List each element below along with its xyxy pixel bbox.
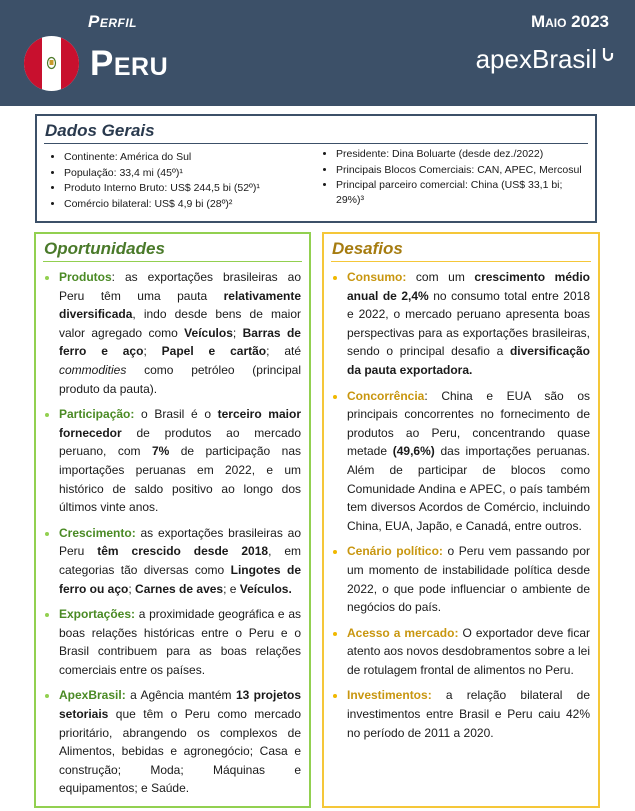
list-item xyxy=(347,387,590,536)
item-emphasis: 7% xyxy=(151,444,170,459)
item-emphasis: Carnes de aves xyxy=(135,581,224,596)
item-keyword: ApexBrasil: xyxy=(59,688,126,703)
item-text: a relação bilateral de investimentos entre Brasil e Peru caiu 42% no período de 2011 a 2020. xyxy=(347,688,590,740)
item-emphasis: Lingotes de ferro ou aço xyxy=(59,562,301,596)
item-text: a Agência mantém xyxy=(125,688,236,703)
fact-populacao: • População: 33,4 mi (45º)¹ xyxy=(64,166,319,181)
item-text: o Brasil é o xyxy=(134,407,218,422)
item-emphasis: Veículos. xyxy=(239,581,292,596)
item-text: ; xyxy=(143,344,162,359)
dados-gerais-title: Dados Gerais xyxy=(45,121,155,140)
list-item xyxy=(347,268,590,380)
fact-continente: • Continente: América do Sul xyxy=(64,150,319,165)
item-keyword: Participação: xyxy=(59,407,135,422)
item-text: das importações peruanas. Além de participar de blocos como Comunidade Andina e APEC, o país também tem diversos Acordos de Comércio, incluindo China, EUA, Japão, e Canadá, entre outros. xyxy=(347,444,591,533)
item-emphasis: Papel e cartão xyxy=(161,344,267,359)
oportunidades-title: Oportunidades xyxy=(44,239,165,258)
item-emphasis: (49,6%) xyxy=(392,444,435,459)
item-keyword: Cenário político: xyxy=(347,544,443,559)
item-emphasis: têm crescido desde 2018 xyxy=(97,544,269,559)
item-emphasis: crescimento médio anual de 2,4% xyxy=(347,270,590,303)
apexbrasil-logo xyxy=(476,44,615,75)
desafios-list xyxy=(329,268,590,749)
list-item xyxy=(59,524,301,598)
peru-flag-icon xyxy=(24,36,79,91)
item-keyword: Produtos xyxy=(59,270,112,284)
item-text: , indo desde bens de maior valor agregado como xyxy=(59,307,301,340)
page-header xyxy=(0,0,635,106)
item-text: o Peru vem passando por um momento de instabilidade política desde 2022, o que pode influenciar o ambiente de negócios do país. xyxy=(347,544,591,615)
item-text: de participação nas importações peruanas em 2022, e um histórico de saldo positivo ao longo dos últimos vinte anos. xyxy=(59,444,302,515)
logo-mark-icon xyxy=(601,46,615,64)
item-keyword: Exportações: xyxy=(59,607,136,622)
profile-label: Perfil xyxy=(88,12,138,31)
item-emphasis: relativamente diversificada xyxy=(59,288,301,322)
desafios-title: Desafios xyxy=(332,239,403,258)
item-emphasis: Veículos xyxy=(184,325,233,340)
item-text: que têm o Peru como mercado prioritário, abrangendo os complexos de Alimentos, bebidas e agronegócio; Casa e construção; Moda; Máquinas e equipamentos; e Saúde. xyxy=(59,707,301,796)
list-item xyxy=(59,268,301,398)
desafios-panel xyxy=(322,232,600,808)
item-text: de produtos ao mercado peruano, com xyxy=(59,425,301,459)
fact-comercio: • Comércio bilateral: US$ 4,9 bi (28º)² xyxy=(64,197,319,212)
item-text: : as exportações brasileiras ao Peru têm uma pauta xyxy=(59,270,301,303)
list-item xyxy=(347,542,590,616)
list-item xyxy=(347,686,590,742)
fact-presidente: • Presidente: Dina Boluarte (desde dez./2022) xyxy=(336,147,591,162)
item-text: , em categorias tão diversas como xyxy=(59,544,301,577)
fact-pib: • Produto Interno Bruto: US$ 244,5 bi (52º)¹ xyxy=(64,181,319,196)
dados-gerais-right xyxy=(321,147,591,208)
dados-gerais-left xyxy=(49,150,319,212)
item-text: as exportações brasileiras ao Peru xyxy=(59,525,301,559)
item-italic: commodities xyxy=(59,362,127,377)
item-keyword: Concorrência xyxy=(347,388,425,403)
item-keyword: Investimentos: xyxy=(347,688,432,703)
item-text: O exportador deve ficar atento aos novos desdobramentos sobre a lei de rotulagem frontal de alimentos no Peru. xyxy=(347,625,590,677)
item-emphasis: terceiro maior fornecedor xyxy=(59,407,301,440)
oportunidades-list xyxy=(41,268,301,805)
logo-text: apexBrasil xyxy=(475,44,597,74)
item-text: ; xyxy=(232,325,243,340)
item-text: a proximidade geográfica e as boas relações históricas entre o Peru e o Brasil contribuem para as boas relações comerciais entre os países. xyxy=(59,607,301,677)
item-emphasis: diversificação da pauta exportadora. xyxy=(347,344,590,377)
dados-gerais-box xyxy=(35,114,597,223)
fact-parceiro: • Principal parceiro comercial: China (US$ 33,1 bi; 29%)³ xyxy=(336,178,591,207)
item-keyword: Consumo: xyxy=(347,270,407,284)
item-emphasis: Barras de ferro e aço xyxy=(59,325,301,359)
item-text: como petróleo (principal produto da pauta). xyxy=(59,362,301,396)
list-item xyxy=(59,686,301,798)
list-item xyxy=(347,624,590,680)
item-keyword: Acesso a mercado: xyxy=(347,625,459,640)
item-keyword: Crescimento: xyxy=(59,525,136,540)
item-text: ; e xyxy=(223,581,240,596)
oportunidades-panel xyxy=(34,232,311,808)
list-item xyxy=(59,605,301,679)
report-date: Maio 2023 xyxy=(530,12,609,31)
item-text: ; xyxy=(128,581,136,596)
list-item xyxy=(59,405,301,517)
country-title: Peru xyxy=(90,44,169,83)
item-text: no consumo total entre 2018 e 2022, o mercado peruano apresenta boas perspectivas para as exportações brasileiras, sendo o principal desafio a xyxy=(347,288,591,359)
item-emphasis: 13 projetos setoriais xyxy=(59,688,301,722)
item-text: ; até xyxy=(266,344,301,359)
fact-blocos: • Principais Blocos Comerciais: CAN, APEC, Mercosul xyxy=(336,163,591,178)
item-text: com um xyxy=(406,270,475,284)
item-text: : China e EUA são os principais concorrentes no fornecimento de produtos ao Peru, concentrando quase metade xyxy=(347,388,590,459)
